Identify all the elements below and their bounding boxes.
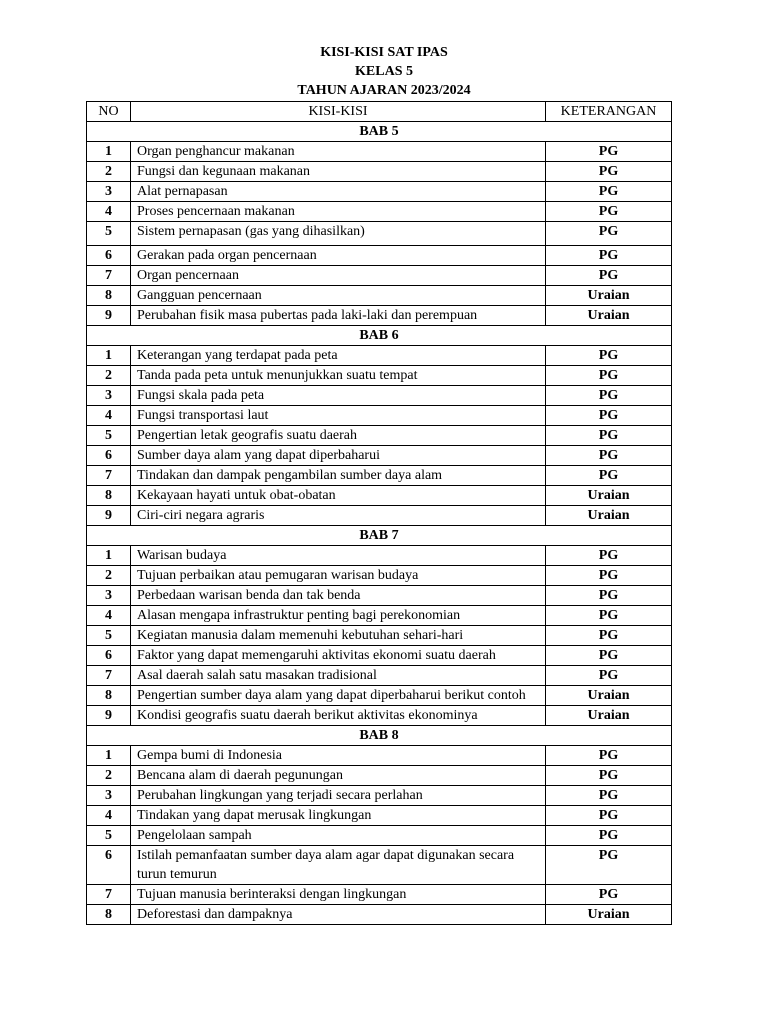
row-indicator: Perubahan lingkungan yang terjadi secara perlahan [131,786,546,806]
section-row [87,526,672,546]
row-number: 4 [87,406,131,426]
table-row [87,606,672,626]
table-row [87,646,672,666]
row-indicator: Warisan budaya [131,546,546,566]
table-row [87,826,672,846]
row-keterangan: PG [546,566,672,586]
class-label: KELAS 5 [355,64,413,79]
table-row [87,346,672,366]
section-title: BAB 7 [87,526,672,546]
row-indicator: Bencana alam di daerah pegunungan [131,766,546,786]
table-row [87,766,672,786]
row-indicator: Alasan mengapa infrastruktur penting bagi perekonomian [131,606,546,626]
row-indicator: Keterangan yang terdapat pada peta [131,346,546,366]
row-keterangan: PG [546,826,672,846]
table-row [87,786,672,806]
row-number: 6 [87,446,131,466]
row-number: 1 [87,346,131,366]
table-row [87,905,672,925]
row-indicator: Istilah pemanfaatan sumber daya alam agar dapat digunakan secara turun temurun [131,846,546,885]
row-keterangan: PG [546,246,672,266]
table-row [87,406,672,426]
row-keterangan: PG [546,766,672,786]
table-row [87,586,672,606]
row-number: 8 [87,286,131,306]
table-row [87,222,672,246]
table-row [87,142,672,162]
section-title: BAB 6 [87,326,672,346]
column-header-kisi: KISI-KISI [131,102,546,122]
row-keterangan: PG [546,366,672,386]
row-number: 5 [87,826,131,846]
row-keterangan: PG [546,182,672,202]
row-number: 6 [87,646,131,666]
row-indicator: Kekayaan hayati untuk obat-obatan [131,486,546,506]
row-keterangan: PG [546,142,672,162]
row-indicator: Tanda pada peta untuk menunjukkan suatu tempat [131,366,546,386]
row-indicator: Fungsi skala pada peta [131,386,546,406]
row-indicator: Pengertian letak geografis suatu daerah [131,426,546,446]
row-indicator: Organ penghancur makanan [131,142,546,162]
row-keterangan: PG [546,646,672,666]
row-number: 9 [87,506,131,526]
row-number: 7 [87,266,131,286]
row-number: 6 [87,246,131,266]
row-number: 7 [87,666,131,686]
row-keterangan: Uraian [546,706,672,726]
row-indicator: Tindakan dan dampak pengambilan sumber daya alam [131,466,546,486]
section-row [87,726,672,746]
row-indicator: Tindakan yang dapat merusak lingkungan [131,806,546,826]
row-number: 7 [87,466,131,486]
document-header [0,43,768,100]
row-keterangan: Uraian [546,905,672,925]
row-keterangan: PG [546,885,672,905]
row-number: 8 [87,905,131,925]
row-keterangan: PG [546,466,672,486]
row-number: 8 [87,486,131,506]
row-keterangan: Uraian [546,686,672,706]
row-number: 3 [87,586,131,606]
table-row [87,386,672,406]
table-row [87,706,672,726]
table-row [87,666,672,686]
section-title: BAB 8 [87,726,672,746]
table-row [87,306,672,326]
table-row [87,686,672,706]
table-row [87,286,672,306]
table-row [87,426,672,446]
row-indicator: Kegiatan manusia dalam memenuhi kebutuhan sehari-hari [131,626,546,646]
table-row [87,466,672,486]
row-keterangan: PG [546,346,672,366]
row-indicator: Asal daerah salah satu masakan tradisional [131,666,546,686]
row-number: 6 [87,846,131,885]
row-number: 5 [87,626,131,646]
row-indicator: Proses pencernaan makanan [131,202,546,222]
table-row [87,626,672,646]
row-number: 3 [87,786,131,806]
kisi-kisi-table [86,101,672,925]
row-keterangan: PG [546,222,672,246]
row-indicator: Fungsi dan kegunaan makanan [131,162,546,182]
table-row [87,885,672,905]
row-keterangan: PG [546,846,672,885]
row-number: 2 [87,162,131,182]
row-indicator: Perbedaan warisan benda dan tak benda [131,586,546,606]
row-number: 1 [87,546,131,566]
row-number: 7 [87,885,131,905]
document-title: KISI-KISI SAT IPAS [320,45,448,60]
column-header-no: NO [87,102,131,122]
row-number: 4 [87,202,131,222]
section-row [87,122,672,142]
row-number: 9 [87,706,131,726]
row-indicator: Organ pencernaan [131,266,546,286]
row-keterangan: PG [546,786,672,806]
row-number: 1 [87,142,131,162]
row-keterangan: Uraian [546,306,672,326]
row-keterangan: PG [546,386,672,406]
row-indicator: Sumber daya alam yang dapat diperbaharui [131,446,546,466]
row-number: 3 [87,386,131,406]
table-row [87,366,672,386]
row-indicator: Gerakan pada organ pencernaan [131,246,546,266]
table-row [87,486,672,506]
row-keterangan: PG [546,266,672,286]
row-indicator: Tujuan perbaikan atau pemugaran warisan budaya [131,566,546,586]
row-keterangan: PG [546,606,672,626]
table-row [87,806,672,826]
section-row [87,326,672,346]
row-keterangan: PG [546,546,672,566]
row-keterangan: PG [546,806,672,826]
row-indicator: Faktor yang dapat memengaruhi aktivitas ekonomi suatu daerah [131,646,546,666]
table-row [87,506,672,526]
table-row [87,546,672,566]
row-indicator: Sistem pernapasan (gas yang dihasilkan) [131,222,546,246]
row-indicator: Fungsi transportasi laut [131,406,546,426]
row-keterangan: PG [546,626,672,646]
table-row [87,566,672,586]
table-header-row [87,102,672,122]
row-indicator: Pengertian sumber daya alam yang dapat diperbaharui berikut contoh [131,686,546,706]
row-number: 2 [87,366,131,386]
row-number: 2 [87,766,131,786]
row-indicator: Kondisi geografis suatu daerah berikut aktivitas ekonominya [131,706,546,726]
row-indicator: Alat pernapasan [131,182,546,202]
row-number: 9 [87,306,131,326]
row-keterangan: Uraian [546,286,672,306]
row-keterangan: PG [546,202,672,222]
table-row [87,182,672,202]
academic-year: TAHUN AJARAN 2023/2024 [297,83,471,98]
row-keterangan: PG [546,406,672,426]
row-keterangan: Uraian [546,486,672,506]
table-row [87,266,672,286]
row-keterangan: PG [546,162,672,182]
row-number: 1 [87,746,131,766]
row-number: 2 [87,566,131,586]
row-keterangan: PG [546,446,672,466]
row-keterangan: Uraian [546,506,672,526]
row-number: 8 [87,686,131,706]
table-row [87,246,672,266]
table-row [87,446,672,466]
table-row [87,162,672,182]
row-number: 5 [87,222,131,246]
row-number: 4 [87,806,131,826]
row-number: 5 [87,426,131,446]
row-indicator: Gangguan pencernaan [131,286,546,306]
row-keterangan: PG [546,666,672,686]
table-row [87,746,672,766]
row-keterangan: PG [546,426,672,446]
column-header-keterangan: KETERANGAN [546,102,672,122]
row-keterangan: PG [546,586,672,606]
table-row [87,202,672,222]
table-row [87,846,672,885]
row-number: 3 [87,182,131,202]
row-indicator: Gempa bumi di Indonesia [131,746,546,766]
row-indicator: Tujuan manusia berinteraksi dengan lingkungan [131,885,546,905]
row-indicator: Deforestasi dan dampaknya [131,905,546,925]
row-indicator: Perubahan fisik masa pubertas pada laki-laki dan perempuan [131,306,546,326]
section-title: BAB 5 [87,122,672,142]
row-number: 4 [87,606,131,626]
row-keterangan: PG [546,746,672,766]
row-indicator: Pengelolaan sampah [131,826,546,846]
row-indicator: Ciri-ciri negara agraris [131,506,546,526]
